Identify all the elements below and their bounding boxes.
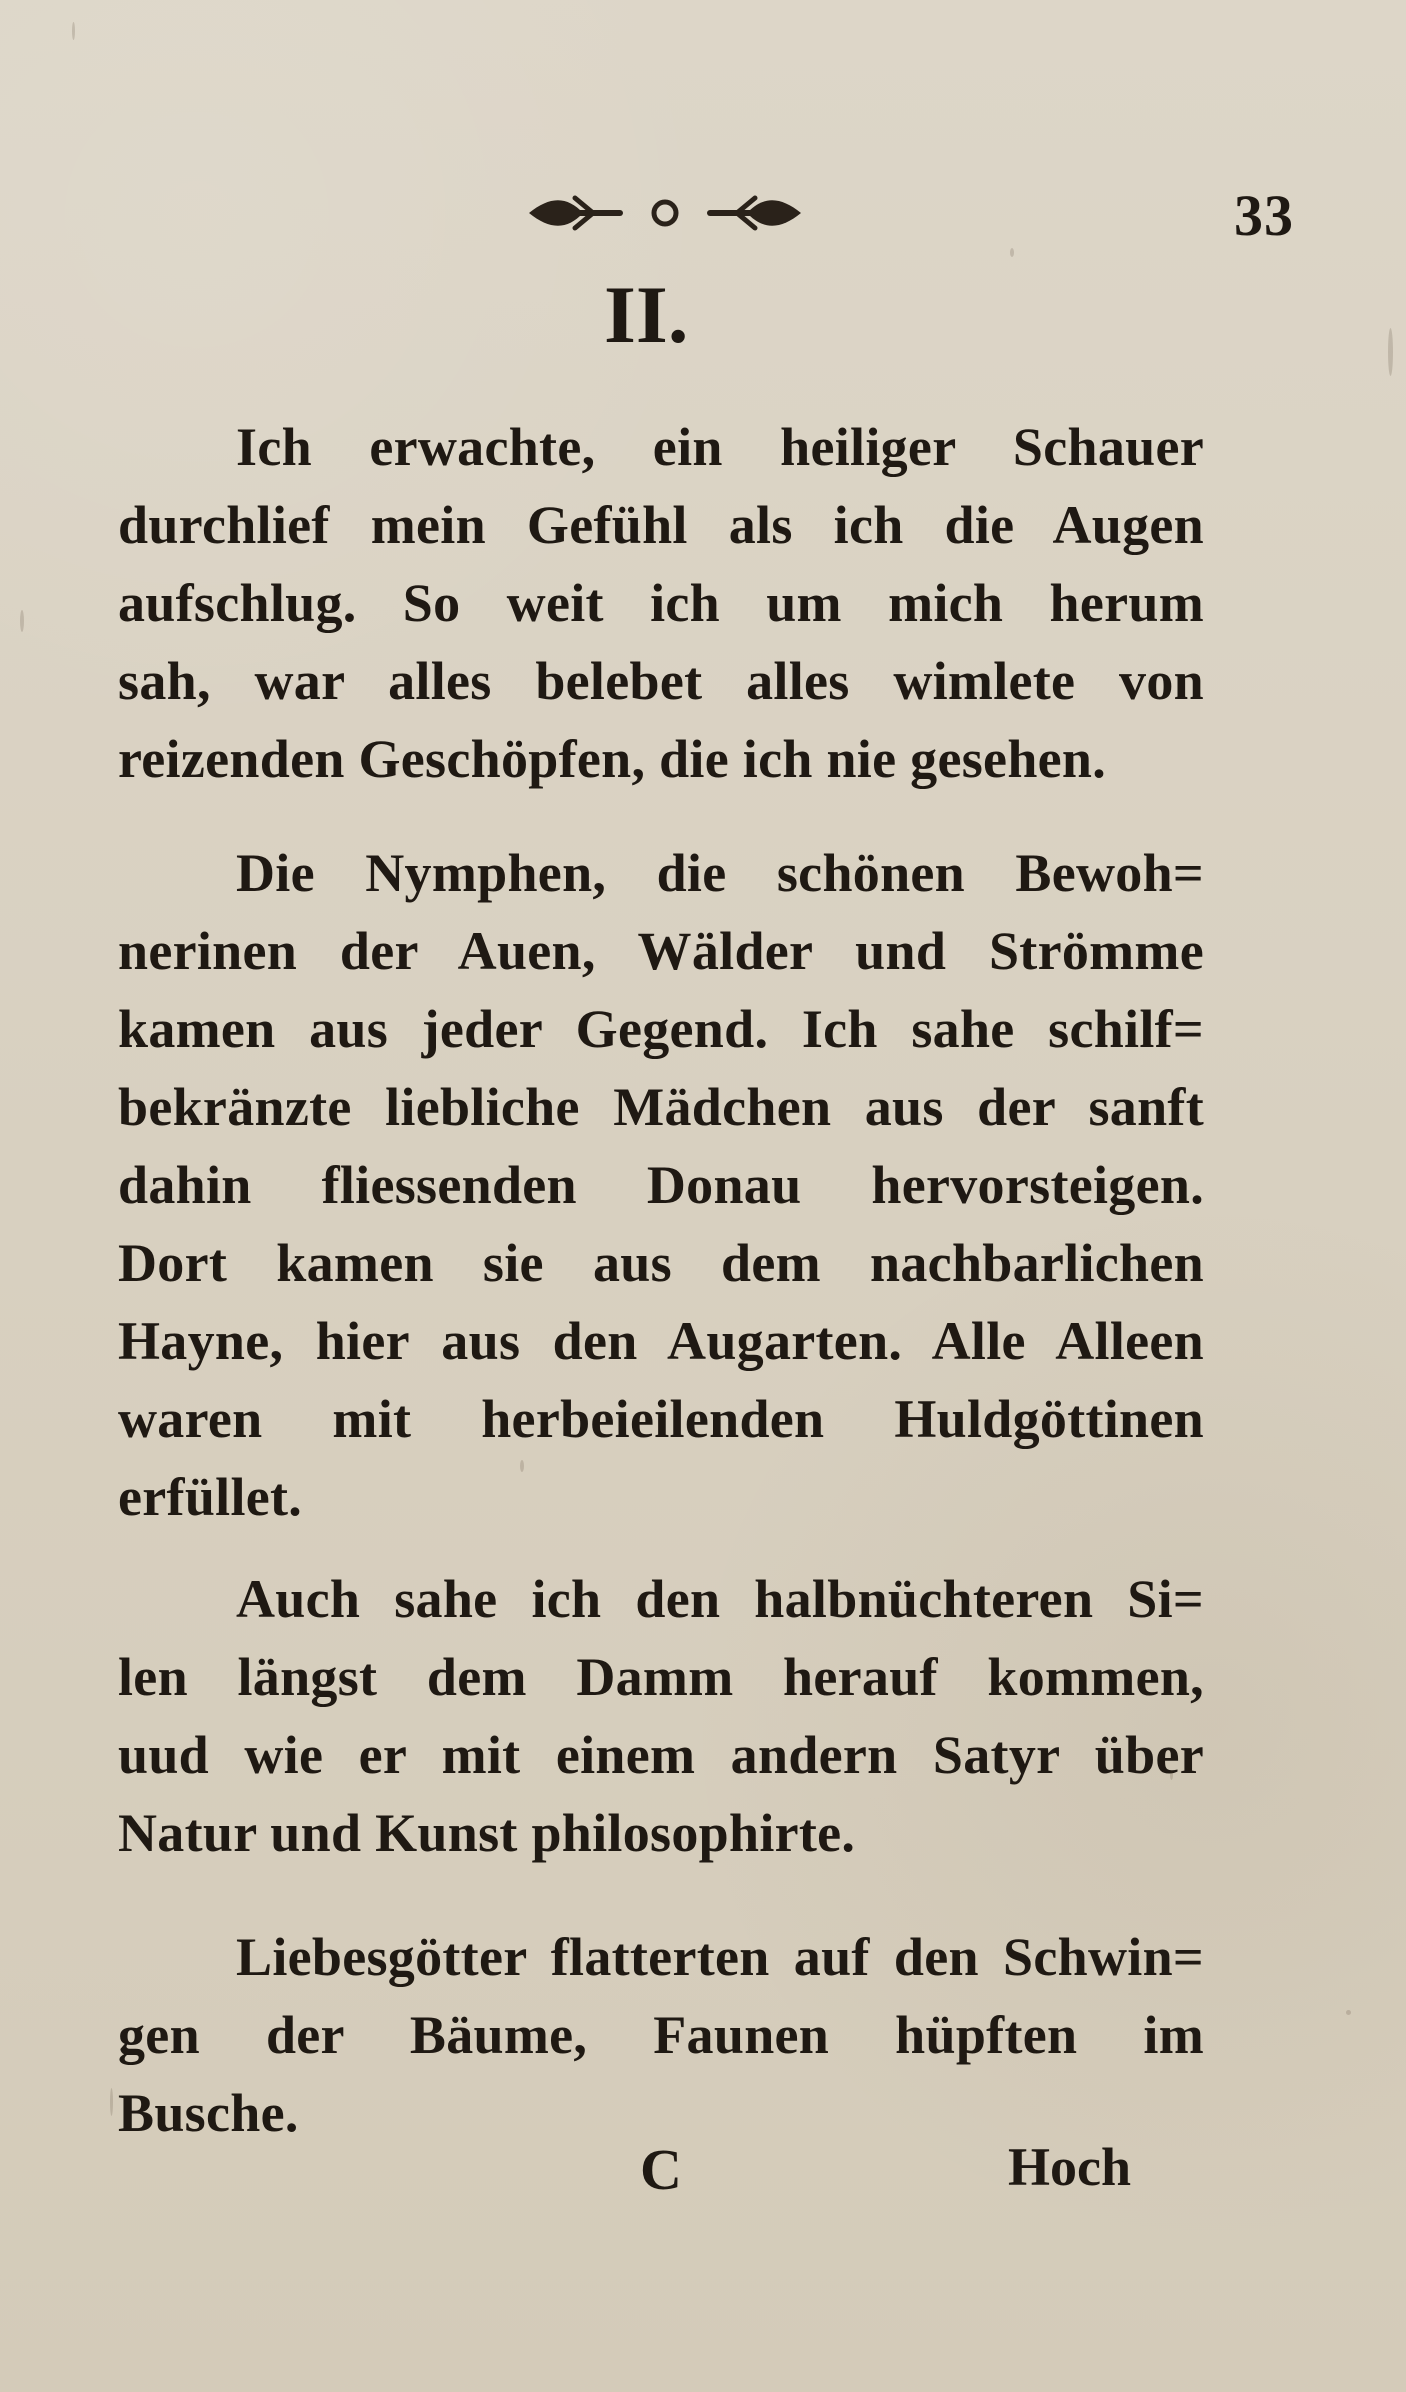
- paragraph-line: erfüllet.: [118, 1467, 303, 1527]
- signature-mark: C: [640, 2137, 682, 2202]
- paragraph-4: [118, 1918, 1204, 2152]
- paragraph-line: Ich erwachte, ein heiliger Schauer: [236, 417, 1204, 477]
- paper-speck: [20, 610, 24, 632]
- page-number: 33: [1234, 183, 1294, 248]
- paragraph-line: Dort kamen sie aus dem nachbarlichen: [118, 1233, 1204, 1293]
- paper-speck: [1170, 1770, 1173, 1780]
- paragraph-line: Die Nymphen, die schönen Bewoh=: [236, 843, 1204, 903]
- paragraph-line: gen der Bäume, Faunen hüpften im: [118, 2005, 1204, 2065]
- paper-speck: [520, 1460, 524, 1472]
- catchword: Hoch: [1008, 2137, 1132, 2197]
- paper-speck: [110, 2088, 113, 2116]
- paper-speck: [1388, 328, 1393, 376]
- paragraph-line: waren mit herbeieilenden Huldgöttinen: [118, 1389, 1204, 1449]
- paragraph-line: dahin fliessenden Donau hervorsteigen.: [118, 1155, 1204, 1215]
- paragraph-line: sah, war alles belebet alles wimlete von: [118, 651, 1204, 711]
- paragraph-line: Busche.: [118, 2083, 299, 2143]
- paper-speck: [1346, 2010, 1351, 2015]
- paragraph-line: durchlief mein Gefühl als ich die Augen: [118, 495, 1204, 555]
- paper-speck: [1010, 248, 1014, 257]
- paragraph-line: Hayne, hier aus den Augarten. Alle Alleen: [118, 1311, 1204, 1371]
- paragraph-line: aufschlug. So weit ich um mich herum: [118, 573, 1204, 633]
- paragraph-line: Auch sahe ich den halbnüchteren Si=: [236, 1569, 1204, 1629]
- paragraph-line: Liebesgötter flatterten auf den Schwin=: [236, 1927, 1204, 1987]
- paragraph-3: [118, 1560, 1204, 1872]
- paragraph-line: len längst dem Damm herauf kommen,: [118, 1647, 1204, 1707]
- paragraph-line: uud wie er mit einem andern Satyr über: [118, 1725, 1204, 1785]
- paragraph-line: reizenden Geschöpfen, die ich nie gesehen.: [118, 729, 1107, 789]
- paragraph-line: Natur und Kunst philosophirte.: [118, 1803, 856, 1863]
- paragraph-line: bekränzte liebliche Mädchen aus der sanft: [118, 1077, 1204, 1137]
- decorative-ornament: [515, 178, 815, 248]
- paragraph-1: [118, 408, 1204, 798]
- paragraph-line: kamen aus jeder Gegend. Ich sahe schilf=: [118, 999, 1204, 1059]
- paragraph-line: nerinen der Auen, Wälder und Strömme: [118, 921, 1204, 981]
- paragraph-2: [118, 834, 1204, 1536]
- chapter-heading: II.: [604, 269, 689, 360]
- paper-speck: [72, 22, 75, 40]
